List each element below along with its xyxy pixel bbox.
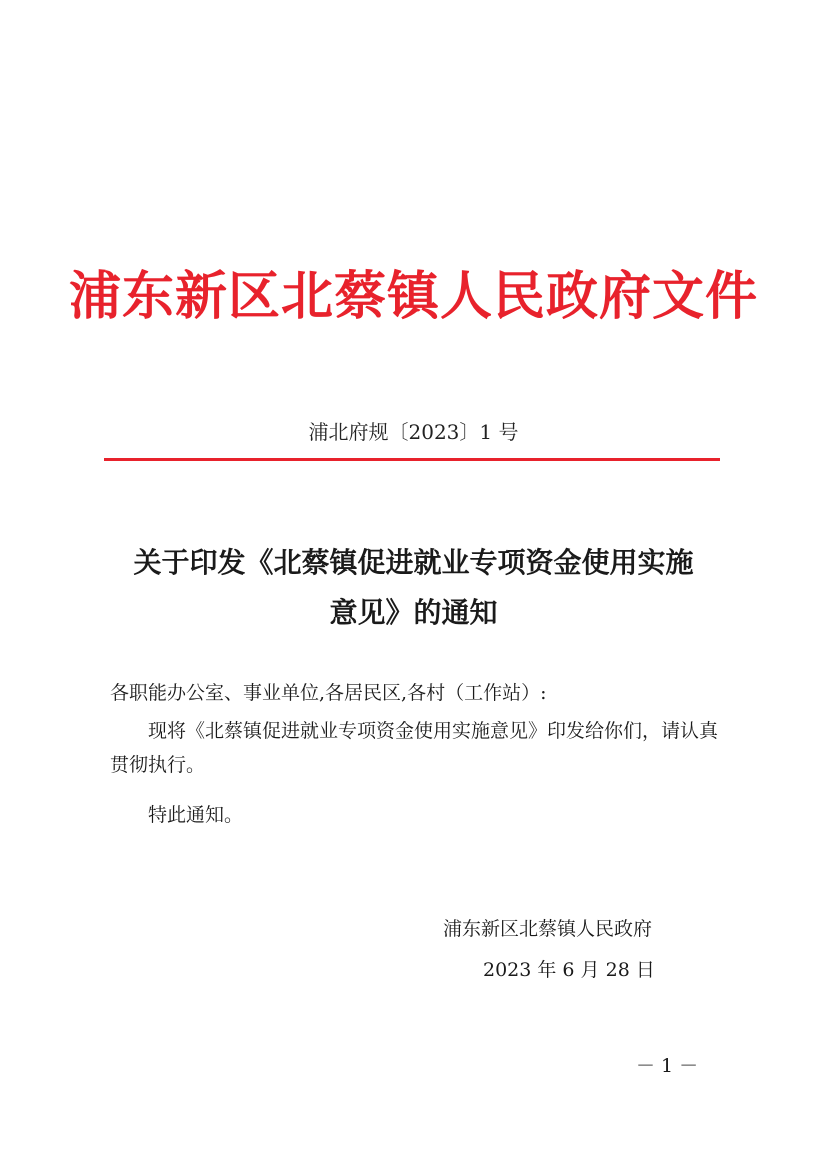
red-divider-line [104,458,720,461]
document-header: 浦东新区北蔡镇人民政府文件 [68,266,758,327]
body-paragraph-block [110,714,720,782]
page-number: － 1 － [636,1055,699,1077]
body-paragraph: 现将《北蔡镇促进就业专项资金使用实施意见》印发给你们，请认真贯彻执行。 [110,720,719,776]
signature-date: 2023 年 6 月 28 日 [483,959,655,981]
document-number: 浦北府规〔2023〕1 号 [308,420,519,444]
title-line-1: 关于印发《北蔡镇促进就业专项资金使用实施 [133,546,694,579]
signature-organization: 浦东新区北蔡镇人民政府 [443,918,653,940]
title-line-2: 意见》的通知 [329,596,498,629]
document-title [100,538,727,638]
closing-line: 特此通知。 [148,804,244,826]
recipients-line: 各职能办公室、事业单位,各居民区,各村（工作站）: [110,682,547,704]
